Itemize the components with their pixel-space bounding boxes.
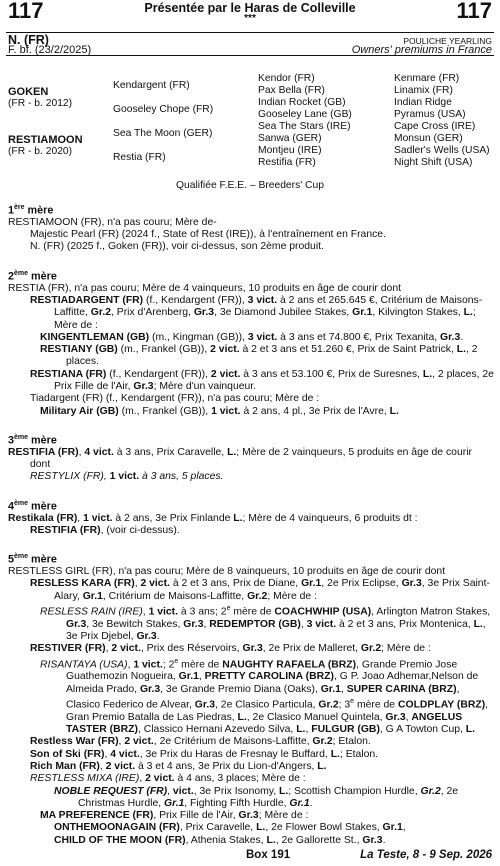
box-number: Box 191 [246, 849, 291, 861]
stars: *** [244, 13, 256, 24]
horse-name: N. (FR) [8, 33, 49, 47]
qualification-line: Qualifiée F.E.E. – Breeders' Cup [176, 180, 324, 191]
pedigree-g3: Kenmare (FR) [394, 73, 460, 84]
pedigree-g1: Gooseley Chope (FR) [113, 104, 214, 115]
pedigree-g3: Night Shift (USA) [394, 157, 473, 168]
sire-info: (FR - b. 2012) [8, 98, 73, 109]
pedigree-g3: Indian Ridge [394, 97, 452, 108]
section-heading-1: 1ère mère [8, 204, 54, 217]
section-heading-3: 3ème mère [8, 433, 57, 447]
sire-name: GOKEN [8, 86, 49, 98]
pedigree-g2: Montjeu (IRE) [258, 145, 322, 156]
pedigree-g2: Restifia (FR) [258, 157, 316, 168]
pedigree-g2: Sanwa (GER) [258, 133, 322, 144]
horse-foaled: F. bf. (23/2/2025) [8, 44, 92, 56]
pedigree-g3: Cape Cross (IRE) [394, 121, 476, 132]
horse-category: POULICHE YEARLING [403, 36, 492, 46]
consignor-line: Présentée par le Haras de Colleville [144, 1, 356, 15]
dam-line-section: 1ère mère RESTIAMOON (FR), n'a pas couru; Mère de- Majestic Pearl (FR) (2024 f., State of Rest (IRE)), à l'entraînement en France. N. (FR) (2025 f., Goken (FR)), voir ci-dessus, son 2ème produit. 2ème mère RESTIA (FR), n'a pas couru; Mère de 4 vainqueurs, 10 produits en âge de courir dont RESTIADARGENT (FR) (f., Kendargent (FR)), 3 vict. à 2 ans et 265.645 €, Critérium de Maisons-Laffitte, Gr.2, Prix d'Arenberg, Gr.3, 3e Diamond Jubilee Stakes, Gr.1, Kilvington Stakes, L.; Mère de : KINGENTLEMAN (GB) (m., Kingman (GB)), 3 vict. à 3 ans et 74.800 €, Prix Texanita, Gr.3. RESTIANY (GB) (m., Frankel (GB)), 2 vict. à 2 et 3 ans et 51.260 €, Prix de Saint Patrick, L., 2 places. RESTIANA (FR) (f., Kendargent (FR)), 2 vict. à 3 ans et 53.100 €, Prix de Suresnes, L., 2 places, 2e Prix Fille de l'Air, Gr.3; Mère d'un vainqueur. Tiadargent (FR) (f., Kendargent (FR)), n'a pas couru; Mère de : Military Air (GB) (m., Frankel (GB)), 1 vict. à 2 ans, 4 pl., 3e Prix de l'Avre, L. 3ème mère RESTIFIA (FR), 4 vict. à 3 ans, Prix Caravelle, L.; Mère de 2 vainqueurs, 5 produits en âge de courir dont RESTYLIX (FR), 1 vict. à 3 ans, 5 places. 4ème mère Restikala (FR), 1 vict. à 2 ans, 3e Prix Finlande L.; Mère de 4 vainqueurs, 6 produits dt : RESTIFIA (FR), (voir ci-dessus). 5ème mère RESTLESS GIRL (FR), n'a pas couru; Mère de 8 vainqueurs, 10 produits en âge de courir dont RESLESS KARA (FR), 2 vict. à 2 et 3 ans, Prix de Diane, Gr.1, 2e Prix Eclipse, Gr.3, 3e Prix Saint-Alary, Gr.1, Critérium de Maisons-Laffitte, Gr.2; Mère de : RESLESS RAIN (IRE), 1 vict. à 3 ans; 2e mère de COACHWHIP (USA), Arlington Matron Stakes, Gr.3, 3e Bewitch Stakes, Gr.3, REDEMPTOR (GB), 3 vict. à 2 et 3 ans, Prix Montenica, L., 3e Prix Djebel, Gr.3. RESTIVER (FR), 2 vict., Prix des Réservoirs, Gr.3, 2e Prix de Malleret, Gr.2; Mère de : RISANTAYA (USA), 1 vict.; 2e mère de NAUGHTY RAFAELA (BRZ), Grande Premio Jose Guathemozin Nogueira, Gr.1, PRETTY CAROLINA (BRZ), G P. Joao Adhemar,Nelson de Almeida Prado, Gr.3, 3e Grande Premio Diana (Oaks), Gr.1, SUPER CARINA (BRZ), Clasico Federico de Alvear, Gr.3, 2e Clasico Particula, Gr.2; 3e mère de COLDPLAY (BRZ), Gran Premio Batalla de Las Piedras, L., 2e Clasico Manuel Quintela, Gr.3, ANGELUS TASTER (BRZ), Classico Hernani Azevedo Silva, L., FULGUR (GB), G A Towton Cup, L. Restless War (FR), 2 vict., 2e Critérium de Maisons-Laffitte, Gr.2; Etalon. Son of Ski (FR), 4 vict., 3e Prix du Haras de Fresnay le Buffard, L.; Etalon. Rich Man (FR), 2 vict. à 3 et 4 ans, 3e Prix du Lion-d'Angers, L. RESTLESS MIXA (IRE), 2 vict. à 4 ans, 3 places; Mère de : NOBLE REQUEST (FR), vict., 3e Prix Isonomy, L.; Scottish Champion Hurdle, Gr.2, 2e Christmas Hurdle, Gr.1, Fighting Fifth Hurdle, Gr.1. MA PREFERENCE (FR), Prix Fille de l'Air, Gr.3; Mère de : ONTHEMOONAGAIN (FR), Prix Caravelle, L., 2e Flower Bowl Stakes, Gr.1, CHILD OF THE MOON (FR), Athenia Stakes, L., 2e Gallorette St., Gr.3. [8, 204, 494, 846]
section-heading-2: 2ème mère [8, 269, 57, 283]
dam-name: RESTIAMOON [8, 134, 83, 146]
pedigree-g2: Indian Rocket (GB) [258, 97, 346, 108]
lot-number-left: 117 [8, 0, 44, 23]
pedigree-g1: Sea The Moon (GER) [113, 128, 213, 139]
pedigree-g3: Monsun (GER) [394, 133, 463, 144]
pedigree-g2: Gooseley Lane (GB) [258, 109, 352, 120]
pedigree-g1: Kendargent (FR) [113, 80, 190, 91]
section-heading-5: 5ème mère [8, 553, 57, 566]
section-heading-4: 4ème mère [8, 499, 57, 513]
lot-number-right: 117 [456, 0, 492, 23]
dam-info: (FR - b. 2020) [8, 146, 73, 157]
sale-info: La Teste, 8 - 9 Sep. 2026 [360, 849, 492, 861]
owners-premiums: Owners' premiums in France [351, 44, 492, 56]
pedigree-g2: Kendor (FR) [258, 73, 315, 84]
pedigree-g2: Sea The Stars (IRE) [258, 121, 351, 132]
pedigree-g3: Pyramus (USA) [394, 109, 466, 120]
pedigree-g1: Restia (FR) [113, 152, 166, 163]
pedigree-g2: Pax Bella (FR) [258, 85, 325, 96]
pedigree-g3: Sadler's Wells (USA) [394, 145, 490, 156]
pedigree-g3: Linamix (FR) [394, 85, 453, 96]
